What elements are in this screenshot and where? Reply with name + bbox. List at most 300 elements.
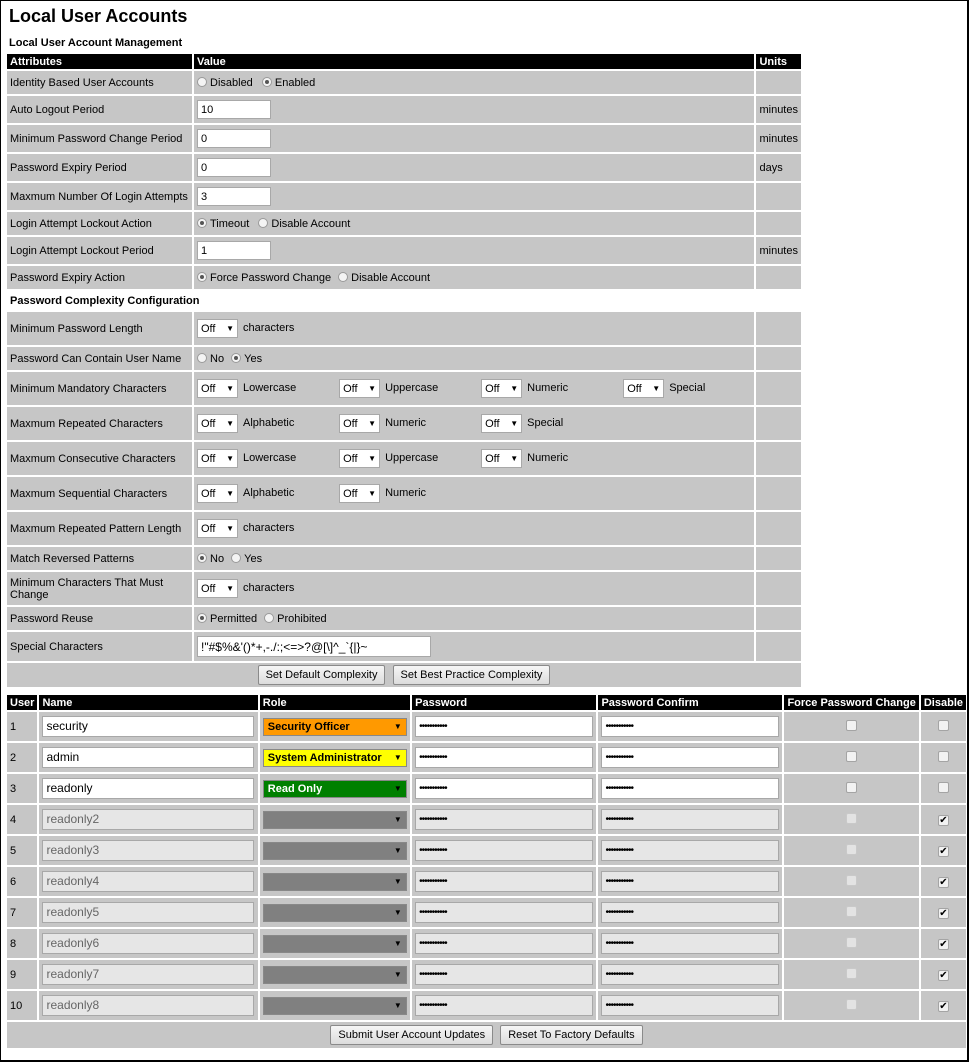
repeated-numeric-value: Off (343, 417, 358, 430)
section-title-management: Local User Account Management (9, 37, 183, 49)
label-min-mandatory: Minimum Mandatory Characters (7, 372, 192, 405)
check-icon: ✔ (939, 876, 948, 888)
value-reuse (194, 607, 754, 630)
repeated-special-value: Off (485, 417, 500, 430)
user-role-select[interactable] (263, 904, 407, 922)
reset-factory-defaults-button[interactable]: Reset To Factory Defaults (500, 1025, 642, 1045)
row-min-length (7, 312, 801, 345)
sequential-alphabetic-select[interactable] (197, 484, 238, 503)
user-button-row (7, 1022, 966, 1048)
radio-expiry-force[interactable] (197, 272, 207, 282)
value-min-mandatory (194, 372, 754, 405)
radio-lockout-disable[interactable] (258, 218, 268, 228)
user-password-confirm-cell (598, 774, 782, 803)
user-name-input[interactable]: readonly5 (42, 902, 254, 923)
label-max-repeated: Maxmum Repeated Characters (7, 407, 192, 440)
chevron-down-icon: ▼ (226, 384, 234, 393)
radio-contain-no-label: No (210, 352, 225, 365)
user-password-cell (412, 929, 596, 958)
label-pw-expiry: Password Expiry Period (7, 154, 192, 181)
user-password-input[interactable]: ••••••••••• (415, 964, 593, 985)
disable-checkbox[interactable] (938, 720, 949, 731)
value-min-change (194, 572, 754, 605)
chevron-down-icon: ▼ (393, 939, 402, 948)
user-password-cell (412, 805, 596, 834)
min-change-select[interactable] (197, 579, 238, 598)
chevron-down-icon: ▼ (226, 454, 234, 463)
mandatory-lowercase-value: Off (201, 382, 216, 395)
mandatory-uppercase-caption: Uppercase (385, 382, 439, 395)
user-name-input[interactable]: readonly8 (42, 995, 254, 1016)
user-password-cell (412, 743, 596, 772)
label-contain-user: Password Can Contain User Name (7, 347, 192, 370)
units-min-pw-change: minutes (756, 125, 801, 152)
user-role-select[interactable] (263, 749, 407, 767)
force-password-change-checkbox[interactable] (846, 999, 857, 1010)
user-name-input[interactable]: readonly6 (42, 933, 254, 954)
user-password-confirm-input[interactable]: ••••••••••• (601, 902, 779, 923)
user-password-confirm-cell (598, 960, 782, 989)
label-max-consecutive: Maxmum Consecutive Characters (7, 442, 192, 475)
consecutive-uppercase-select[interactable] (339, 449, 380, 468)
row-min-pw-change (7, 125, 801, 152)
consecutive-numeric-value: Off (485, 452, 500, 465)
radio-lockout-disable-label: Disable Account (271, 217, 351, 230)
force-password-change-checkbox[interactable] (846, 813, 857, 824)
row-pw-expiry (7, 154, 801, 181)
label-identity: Identity Based User Accounts (7, 71, 192, 94)
user-force-change-cell (784, 743, 918, 772)
row-auto-logout (7, 96, 801, 123)
user-password-cell (412, 898, 596, 927)
user-disable-cell (921, 898, 966, 927)
force-password-change-checkbox[interactable] (846, 937, 857, 948)
user-role-select[interactable] (263, 873, 407, 891)
units-min-mandatory (756, 372, 801, 405)
user-role-select[interactable] (263, 935, 407, 953)
chevron-down-icon: ▼ (393, 753, 402, 762)
row-identity (7, 71, 801, 94)
user-name-cell (39, 898, 257, 927)
user-password-confirm-input[interactable]: ••••••••••• (601, 778, 779, 799)
user-password-input[interactable]: ••••••••••• (415, 716, 593, 737)
user-password-confirm-input[interactable]: ••••••••••• (601, 809, 779, 830)
user-password-input[interactable]: ••••••••••• (415, 840, 593, 861)
pw-expiry-input[interactable] (197, 158, 271, 177)
user-disable-cell (921, 774, 966, 803)
repeated-numeric-caption: Numeric (385, 417, 427, 430)
user-password-confirm-cell (598, 898, 782, 927)
value-contain-user (194, 347, 754, 370)
check-icon: ✔ (939, 814, 948, 826)
radio-expiry-disable[interactable] (338, 272, 348, 282)
repeated-alphabetic-select[interactable] (197, 414, 238, 433)
user-force-change-cell (784, 960, 918, 989)
value-max-repeated (194, 407, 754, 440)
radio-expiry-force-label: Force Password Change (210, 271, 332, 284)
label-auto-logout: Auto Logout Period (7, 96, 192, 123)
user-password-input[interactable]: ••••••••••• (415, 747, 593, 768)
user-number: 1 (7, 712, 37, 741)
user-password-input[interactable]: ••••••••••• (415, 778, 593, 799)
user-number: 6 (7, 867, 37, 896)
force-password-change-checkbox[interactable] (846, 720, 857, 731)
user-number: 8 (7, 929, 37, 958)
row-special (7, 632, 801, 661)
radio-reversed-no-label: No (210, 552, 225, 565)
value-min-length (194, 312, 754, 345)
user-disable-cell (921, 867, 966, 896)
radio-reversed-no[interactable] (197, 553, 207, 563)
consecutive-uppercase-caption: Uppercase (385, 452, 439, 465)
user-password-confirm-input[interactable]: ••••••••••• (601, 871, 779, 892)
mandatory-uppercase-select[interactable] (339, 379, 380, 398)
chevron-down-icon: ▼ (393, 846, 402, 855)
chevron-down-icon: ▼ (510, 384, 519, 393)
value-lockout-period (194, 237, 754, 264)
check-icon: ✔ (939, 969, 948, 981)
sequential-numeric-select[interactable] (339, 484, 380, 503)
disable-checkbox[interactable] (938, 877, 949, 888)
radio-contain-no[interactable] (197, 353, 207, 363)
user-password-input[interactable]: ••••••••••• (415, 871, 593, 892)
disable-checkbox[interactable] (938, 908, 949, 919)
min-change-caption: characters (243, 582, 295, 595)
max-pattern-value: Off (201, 522, 216, 535)
label-match-reversed: Match Reversed Patterns (7, 547, 192, 570)
consecutive-numeric-select[interactable] (481, 449, 522, 468)
value-max-sequential (194, 477, 754, 510)
label-expiry-action: Password Expiry Action (7, 266, 192, 289)
user-name-input[interactable]: readonly (42, 778, 254, 799)
chevron-down-icon: ▼ (226, 489, 234, 498)
user-password-input[interactable]: ••••••••••• (415, 933, 593, 954)
mandatory-lowercase-caption: Lowercase (243, 382, 297, 395)
label-special: Special Characters (7, 632, 192, 661)
user-role-cell (260, 805, 410, 834)
radio-reversed-yes[interactable] (231, 553, 241, 563)
force-password-change-checkbox[interactable] (846, 751, 857, 762)
submit-user-updates-button[interactable]: Submit User Account Updates (330, 1025, 493, 1045)
user-number: 2 (7, 743, 37, 772)
mandatory-numeric-value: Off (485, 382, 500, 395)
min-length-select-value: Off (201, 322, 216, 335)
max-login-input[interactable] (197, 187, 271, 206)
user-role-cell (260, 898, 410, 927)
user-password-confirm-cell (598, 836, 782, 865)
user-password-confirm-input[interactable]: ••••••••••• (601, 747, 779, 768)
user-password-confirm-cell (598, 743, 782, 772)
chevron-down-icon: ▼ (393, 722, 402, 731)
user-role-select[interactable] (263, 780, 407, 798)
user-password-confirm-cell (598, 867, 782, 896)
radio-contain-yes[interactable] (231, 353, 241, 363)
force-password-change-checkbox[interactable] (846, 875, 857, 886)
sequential-numeric-caption: Numeric (385, 487, 427, 500)
chevron-down-icon: ▼ (226, 324, 234, 333)
min-length-select[interactable] (197, 319, 238, 338)
consecutive-lowercase-value: Off (201, 452, 216, 465)
disable-checkbox[interactable] (938, 939, 949, 950)
user-name-input[interactable]: admin (42, 747, 254, 768)
user-name-cell (39, 774, 257, 803)
user-name-input[interactable]: readonly7 (42, 964, 254, 985)
mandatory-special-select[interactable] (623, 379, 664, 398)
force-password-change-checkbox[interactable] (846, 968, 857, 979)
user-name-cell (39, 805, 257, 834)
table-row (7, 836, 966, 865)
label-lockout-action: Login Attempt Lockout Action (7, 212, 192, 235)
user-name-input[interactable]: readonly4 (42, 871, 254, 892)
chevron-down-icon: ▼ (393, 970, 402, 979)
radio-expiry-disable-label: Disable Account (351, 271, 431, 284)
user-accounts-table (5, 693, 968, 1050)
min-pw-change-input[interactable] (197, 129, 271, 148)
disable-checkbox[interactable] (938, 815, 949, 826)
table-row (7, 743, 966, 772)
mandatory-uppercase-value: Off (343, 382, 358, 395)
mandatory-special-caption: Special (669, 382, 706, 395)
label-min-pw-change: Minimum Password Change Period (7, 125, 192, 152)
radio-reuse-permitted[interactable] (197, 613, 207, 623)
label-max-sequential: Maxmum Sequential Characters (7, 477, 192, 510)
radio-identity-disabled-label: Disabled (210, 76, 253, 89)
units-auto-logout: minutes (756, 96, 801, 123)
user-force-change-cell (784, 774, 918, 803)
set-best-practice-complexity-button[interactable]: Set Best Practice Complexity (393, 665, 551, 685)
user-number: 10 (7, 991, 37, 1020)
user-password-cell (412, 960, 596, 989)
user-role-select[interactable] (263, 997, 407, 1015)
user-name-input[interactable]: readonly2 (42, 809, 254, 830)
row-lockout-action (7, 212, 801, 235)
user-disable-cell (921, 712, 966, 741)
disable-checkbox[interactable] (938, 751, 949, 762)
user-role-cell (260, 774, 410, 803)
mandatory-lowercase-select[interactable] (197, 379, 238, 398)
force-password-change-checkbox[interactable] (846, 844, 857, 855)
disable-checkbox[interactable] (938, 970, 949, 981)
value-max-pattern (194, 512, 754, 545)
units-max-login (756, 183, 801, 210)
user-role-cell (260, 991, 410, 1020)
force-password-change-checkbox[interactable] (846, 782, 857, 793)
row-max-sequential (7, 477, 801, 510)
units-max-consecutive (756, 442, 801, 475)
label-max-pattern: Maxmum Repeated Pattern Length (7, 512, 192, 545)
chevron-down-icon: ▼ (368, 384, 377, 393)
consecutive-lowercase-caption: Lowercase (243, 452, 297, 465)
units-lockout-period: minutes (756, 237, 801, 264)
user-password-confirm-cell (598, 712, 782, 741)
min-length-caption: characters (243, 322, 295, 335)
user-button-cell (7, 1022, 966, 1048)
header-password: Password (412, 695, 596, 710)
units-identity (756, 71, 801, 94)
user-role-select[interactable] (263, 966, 407, 984)
force-password-change-checkbox[interactable] (846, 906, 857, 917)
table-row (7, 929, 966, 958)
user-number: 3 (7, 774, 37, 803)
units-pw-expiry: days (756, 154, 801, 181)
table-row (7, 774, 966, 803)
user-name-cell (39, 743, 257, 772)
complexity-button-row (7, 663, 801, 687)
auto-logout-input[interactable] (197, 100, 271, 119)
chevron-down-icon: ▼ (226, 584, 234, 593)
chevron-down-icon: ▼ (393, 815, 402, 824)
radio-identity-disabled[interactable] (197, 77, 207, 87)
disable-checkbox[interactable] (938, 1001, 949, 1012)
user-disable-cell (921, 991, 966, 1020)
max-pattern-caption: characters (243, 522, 295, 535)
radio-reversed-yes-label: Yes (244, 552, 263, 565)
chevron-down-icon: ▼ (652, 384, 661, 393)
user-password-cell (412, 774, 596, 803)
min-change-value: Off (201, 582, 216, 595)
user-disable-cell (921, 929, 966, 958)
row-contain-user (7, 347, 801, 370)
units-max-sequential (756, 477, 801, 510)
radio-identity-enabled[interactable] (262, 77, 272, 87)
consecutive-lowercase-select[interactable] (197, 449, 238, 468)
label-max-login: Maxmum Number Of Login Attempts (7, 183, 192, 210)
user-password-input[interactable]: ••••••••••• (415, 995, 593, 1016)
row-lockout-period (7, 237, 801, 264)
check-icon: ✔ (939, 845, 948, 857)
user-password-confirm-cell (598, 805, 782, 834)
chevron-down-icon: ▼ (393, 877, 402, 886)
attributes-table (5, 52, 803, 689)
units-min-length (756, 312, 801, 345)
units-match-reversed (756, 547, 801, 570)
radio-lockout-timeout-label: Timeout (210, 217, 250, 230)
user-password-input[interactable]: ••••••••••• (415, 902, 593, 923)
user-disable-cell (921, 960, 966, 989)
row-max-pattern (7, 512, 801, 545)
units-reuse (756, 607, 801, 630)
max-pattern-select[interactable] (197, 519, 238, 538)
table-row (7, 805, 966, 834)
attributes-header-row (7, 54, 801, 69)
user-disable-cell (921, 805, 966, 834)
section-title-complexity: Password Complexity Configuration (10, 294, 200, 307)
user-number: 4 (7, 805, 37, 834)
special-characters-input[interactable] (197, 636, 431, 657)
user-role-select[interactable] (263, 718, 407, 736)
user-password-confirm-input[interactable]: ••••••••••• (601, 995, 779, 1016)
user-name-input[interactable]: security (42, 716, 254, 737)
user-name-input[interactable]: readonly3 (42, 840, 254, 861)
user-force-change-cell (784, 991, 918, 1020)
chevron-down-icon: ▼ (368, 454, 377, 463)
chevron-down-icon: ▼ (368, 419, 377, 428)
label-reuse: Password Reuse (7, 607, 192, 630)
label-min-length: Minimum Password Length (7, 312, 192, 345)
user-name-cell (39, 929, 257, 958)
user-name-cell (39, 960, 257, 989)
user-force-change-cell (784, 898, 918, 927)
disable-checkbox[interactable] (938, 846, 949, 857)
user-role-value: Read Only (267, 782, 323, 795)
user-header-row (7, 695, 966, 710)
units-special (756, 632, 801, 661)
value-auto-logout (194, 96, 754, 123)
user-password-input[interactable]: ••••••••••• (415, 809, 593, 830)
radio-lockout-timeout[interactable] (197, 218, 207, 228)
table-row (7, 898, 966, 927)
repeated-numeric-select[interactable] (339, 414, 380, 433)
user-role-select[interactable] (263, 811, 407, 829)
user-role-cell (260, 960, 410, 989)
user-name-cell (39, 836, 257, 865)
user-role-cell (260, 929, 410, 958)
check-icon: ✔ (939, 907, 948, 919)
radio-reuse-prohibited[interactable] (264, 613, 274, 623)
chevron-down-icon: ▼ (393, 908, 402, 917)
units-expiry-action (756, 266, 801, 289)
table-row (7, 991, 966, 1020)
value-match-reversed (194, 547, 754, 570)
label-min-change: Minimum Characters That Must Change (7, 572, 192, 605)
header-value: Value (194, 54, 754, 69)
row-match-reversed (7, 547, 801, 570)
user-name-cell (39, 991, 257, 1020)
user-force-change-cell (784, 867, 918, 896)
repeated-special-caption: Special (527, 417, 564, 430)
row-max-repeated (7, 407, 801, 440)
radio-reuse-prohibited-label: Prohibited (277, 612, 327, 625)
user-password-cell (412, 712, 596, 741)
user-password-confirm-input[interactable]: ••••••••••• (601, 964, 779, 985)
chevron-down-icon: ▼ (226, 524, 234, 533)
set-default-complexity-button[interactable]: Set Default Complexity (258, 665, 386, 685)
repeated-special-select[interactable] (481, 414, 522, 433)
consecutive-uppercase-value: Off (343, 452, 358, 465)
complexity-button-cell (7, 663, 801, 687)
lockout-period-input[interactable] (197, 241, 271, 260)
user-role-cell (260, 836, 410, 865)
row-min-mandatory (7, 372, 801, 405)
user-password-confirm-cell (598, 991, 782, 1020)
disable-checkbox[interactable] (938, 782, 949, 793)
sequential-alphabetic-caption: Alphabetic (243, 487, 295, 500)
row-max-consecutive (7, 442, 801, 475)
header-name: Name (39, 695, 257, 710)
header-disable: Disable (921, 695, 966, 710)
repeated-alphabetic-caption: Alphabetic (243, 417, 295, 430)
mandatory-numeric-select[interactable] (481, 379, 522, 398)
user-password-confirm-input[interactable]: ••••••••••• (601, 933, 779, 954)
user-role-select[interactable] (263, 842, 407, 860)
user-password-confirm-input[interactable]: ••••••••••• (601, 716, 779, 737)
units-min-change (756, 572, 801, 605)
header-attributes: Attributes (7, 54, 192, 69)
check-icon: ✔ (939, 938, 948, 950)
sequential-alphabetic-value: Off (201, 487, 216, 500)
user-number: 5 (7, 836, 37, 865)
header-user: User (7, 695, 37, 710)
header-role: Role (260, 695, 410, 710)
units-lockout-action (756, 212, 801, 235)
chevron-down-icon: ▼ (510, 454, 519, 463)
user-password-confirm-input[interactable]: ••••••••••• (601, 840, 779, 861)
user-force-change-cell (784, 836, 918, 865)
user-role-cell (260, 712, 410, 741)
user-force-change-cell (784, 712, 918, 741)
user-number: 9 (7, 960, 37, 989)
table-row (7, 867, 966, 896)
